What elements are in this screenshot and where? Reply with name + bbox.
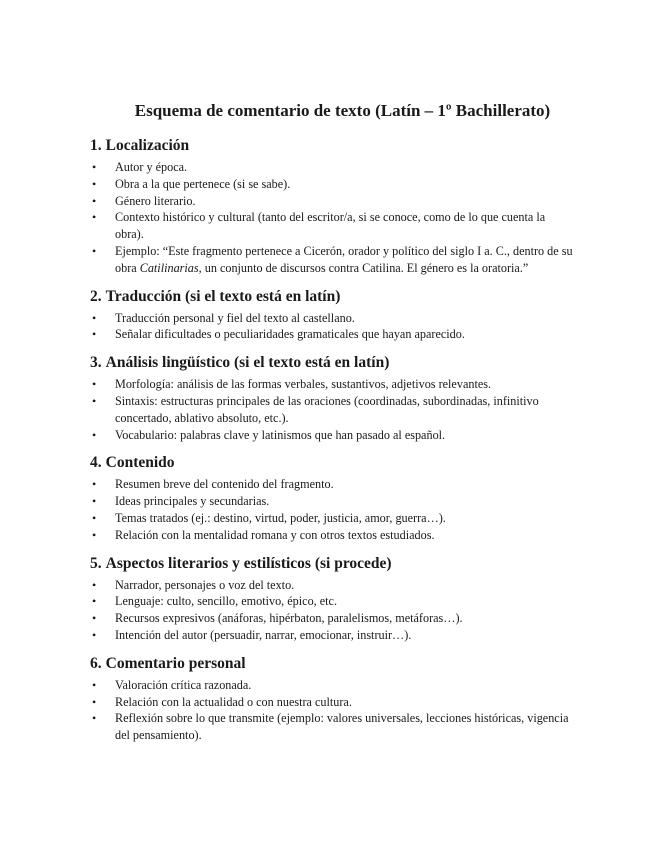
section-heading-text: Aspectos literarios y estilísticos (si procede): [105, 554, 392, 572]
bullet-icon: •: [92, 577, 97, 592]
list-item-text: Sintaxis: estructuras principales de las oraciones (coordinadas, subordinadas, infinitivo concertado, ablativo absoluto, etc.).: [115, 393, 539, 425]
list-item: [90, 710, 575, 744]
list-item: [90, 476, 575, 493]
bullet-icon: •: [92, 243, 97, 258]
list-item-text: Recursos expresivos (anáforas, hipérbaton, paralelismos, metáforas…).: [115, 611, 463, 626]
list-item: [90, 209, 575, 243]
section-3: [90, 353, 575, 443]
list-item-text: Ejemplo: “Este fragmento pertenece a Cicerón, orador y político del siglo I a. C., dentro de su obra: [115, 243, 573, 275]
list-item: [90, 326, 575, 343]
bullet-icon: •: [92, 327, 97, 342]
section-number: 5.: [90, 554, 102, 572]
list-item: [90, 193, 575, 210]
list-item: [90, 393, 575, 427]
bullet-list: [90, 577, 575, 644]
bullet-icon: •: [92, 510, 97, 525]
bullet-icon: •: [92, 627, 97, 642]
list-item: [90, 159, 575, 176]
bullet-icon: •: [92, 527, 97, 542]
bullet-list: [90, 159, 575, 277]
italic-work-title: Catilinarias: [139, 260, 199, 275]
bullet-icon: •: [92, 393, 97, 408]
list-item-text: Relación con la mentalidad romana y con otros textos estudiados.: [115, 527, 435, 542]
section-number: 1.: [90, 137, 102, 154]
section-heading: [90, 287, 575, 307]
list-item-text: Reflexión sobre lo que transmite (ejemplo: valores universales, lecciones históricas, vigencia del pensamiento).: [115, 711, 569, 743]
list-item-text: Relación con la actualidad o con nuestra cultura.: [115, 694, 352, 709]
section-heading: [90, 353, 575, 373]
sections-container: [90, 136, 575, 744]
list-item: [90, 593, 575, 610]
section-heading-text: Localización: [105, 137, 190, 154]
bullet-icon: •: [92, 193, 97, 208]
bullet-icon: •: [92, 694, 97, 709]
list-item-text: Intención del autor (persuadir, narrar, emocionar, instruir…).: [115, 627, 412, 642]
section-heading-text: Traducción (si el texto está en latín): [105, 287, 341, 305]
section-4: [90, 453, 575, 543]
bullet-icon: •: [92, 594, 97, 609]
list-item: [90, 677, 575, 694]
list-item: [90, 176, 575, 193]
section-number: 3.: [90, 354, 102, 372]
list-item-text: Valoración crítica razonada.: [115, 677, 252, 692]
list-item: [90, 627, 575, 644]
bullet-list: [90, 476, 575, 543]
list-item-text: Morfología: análisis de las formas verbales, sustantivos, adjetivos relevantes.: [115, 377, 492, 392]
list-item: [90, 427, 575, 444]
section-heading-text: Contenido: [105, 454, 175, 472]
list-item-text: Traducción personal y fiel del texto al castellano.: [115, 310, 355, 325]
section-6: [90, 654, 575, 744]
bullet-list: [90, 310, 575, 344]
bullet-icon: •: [92, 427, 97, 442]
section-1: [90, 136, 575, 277]
section-heading: [90, 554, 575, 574]
list-item-text: Contexto histórico y cultural (tanto del escritor/a, si se conoce, como de lo que cuenta la obra).: [115, 210, 546, 242]
list-item: [90, 376, 575, 393]
bullet-icon: •: [92, 611, 97, 626]
list-item-text: Lenguaje: culto, sencillo, emotivo, épico, etc.: [115, 594, 338, 609]
list-item-text: Ideas principales y secundarias.: [115, 494, 270, 509]
bullet-icon: •: [92, 377, 97, 392]
list-item: [90, 493, 575, 510]
bullet-icon: •: [92, 176, 97, 191]
list-item: [90, 577, 575, 594]
list-item-text: Obra a la que pertenece (si se sabe).: [115, 176, 291, 191]
section-2: [90, 287, 575, 344]
list-item: [90, 610, 575, 627]
bullet-list: [90, 677, 575, 744]
section-heading-text: Análisis lingüístico (si el texto está en latín): [105, 354, 390, 372]
list-item-text: Autor y época.: [115, 160, 188, 174]
section-number: 4.: [90, 454, 102, 472]
list-item: [90, 310, 575, 327]
bullet-icon: •: [92, 310, 97, 325]
list-item: [90, 243, 575, 277]
section-5: [90, 554, 575, 644]
bullet-icon: •: [92, 477, 97, 492]
page-title: Esquema de comentario de texto (Latín – 1º Bachillerato): [134, 101, 551, 120]
bullet-list: [90, 376, 575, 443]
list-item-text: Género literario.: [115, 193, 196, 208]
list-item-text: Vocabulario: palabras clave y latinismos que han pasado al español.: [115, 427, 446, 442]
list-item-text: Temas tratados (ej.: destino, virtud, poder, justicia, amor, guerra…).: [115, 510, 446, 525]
list-item: [90, 527, 575, 544]
section-number: 2.: [90, 287, 102, 305]
list-item: [90, 510, 575, 527]
bullet-icon: •: [92, 677, 97, 692]
bullet-icon: •: [92, 494, 97, 509]
section-number: 6.: [90, 654, 102, 672]
section-heading-text: Comentario personal: [105, 654, 246, 672]
list-item-text: Resumen breve del contenido del fragmento.: [115, 477, 334, 492]
list-item-text: , un conjunto de discursos contra Catilina. El género es la oratoria.”: [198, 260, 529, 275]
section-heading: [90, 136, 575, 156]
list-item-text: Narrador, personajes o voz del texto.: [115, 577, 295, 592]
bullet-icon: •: [92, 210, 97, 225]
bullet-icon: •: [92, 160, 97, 174]
list-item: [90, 694, 575, 711]
list-item-text: Señalar dificultades o peculiaridades gramaticales que hayan aparecido.: [115, 327, 465, 342]
section-heading: [90, 453, 575, 473]
bullet-icon: •: [92, 711, 97, 726]
section-heading: [90, 654, 575, 674]
